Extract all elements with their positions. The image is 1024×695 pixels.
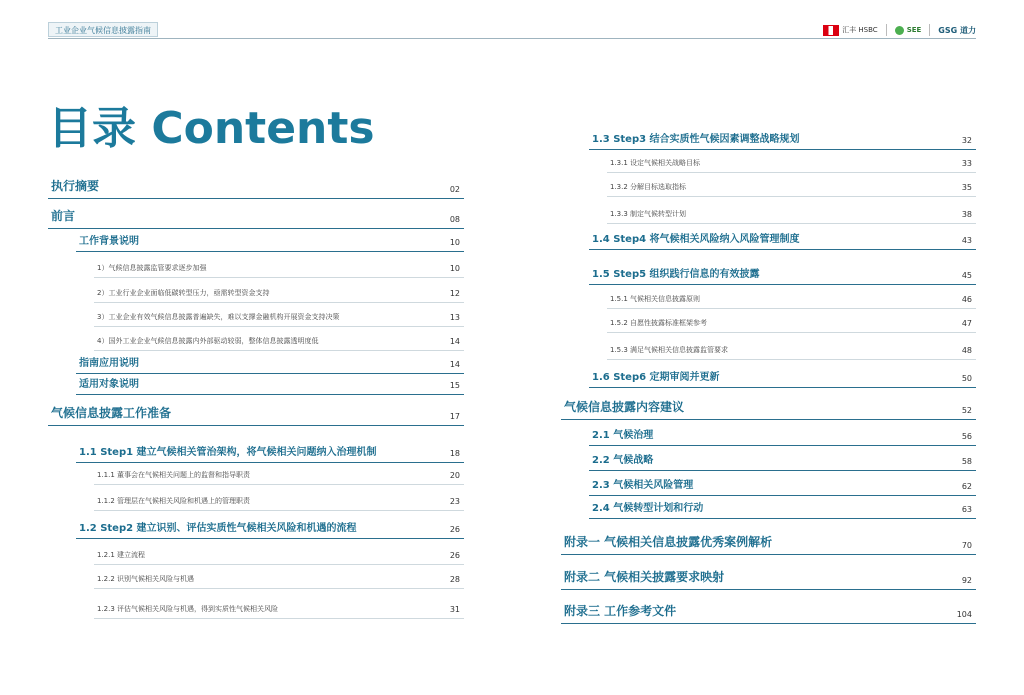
toc-entry[interactable]: [589, 496, 976, 519]
toc-entry[interactable]: [589, 259, 976, 285]
toc-entry[interactable]: [94, 463, 464, 485]
toc-entry-title: 1.5.2 自愿性披露标准框架参考: [610, 319, 708, 327]
toc-entry-title: 1.2.1 建立流程: [97, 551, 146, 559]
toc-entry-title: 1.3 Step3 结合实质性气候因素调整战略规划: [592, 134, 800, 145]
toc-entry-page: 08: [449, 215, 460, 224]
toc-entry[interactable]: [607, 287, 976, 309]
toc-entry[interactable]: [48, 400, 464, 426]
toc-entry-title: 附录二 气候相关披露要求映射: [564, 570, 725, 584]
toc-entry-title: 1.1 Step1 建立气候相关管治架构，将气候相关问题纳入治理机制: [79, 447, 377, 458]
toc-entry-page: 26: [449, 551, 460, 560]
toc-entry-page: 48: [961, 346, 972, 355]
toc-entry-page: 47: [961, 319, 972, 328]
toc-entry-title: 1.3.1 设定气候相关战略目标: [610, 159, 701, 167]
toc-entry[interactable]: [607, 311, 976, 333]
toc-entry-page: 56: [961, 432, 972, 441]
toc-entry-page: 62: [961, 482, 972, 491]
toc-entry-title: 1.3.2 分解目标选取指标: [610, 183, 687, 191]
toc-entry-title: 气候信息披露工作准备: [51, 406, 172, 420]
toc-entry-title: 适用对象说明: [79, 379, 139, 390]
toc-entry-title: 1.4 Step4 将气候相关风险纳入风险管理制度: [592, 234, 800, 245]
toc-entry-title: 2.4 气候转型计划和行动: [592, 503, 704, 514]
toc-entry[interactable]: [607, 335, 976, 360]
toc-entry-title: 1.2.2 识别气候相关风险与机遇: [97, 575, 195, 583]
toc-entry[interactable]: [561, 392, 976, 420]
toc-entry[interactable]: [561, 562, 976, 590]
toc-entry-title: 1）气候信息披露监管要求逐步加强: [97, 264, 207, 272]
toc-entry-page: 32: [961, 136, 972, 145]
toc-entry[interactable]: [76, 513, 464, 539]
gsg-logo: GSG 道力: [938, 25, 976, 35]
toc-entry-title: 1.2.3 评估气候相关风险与机遇，得到实质性气候相关风险: [97, 605, 279, 613]
toc-entry[interactable]: [589, 227, 976, 250]
hsbc-logo: 汇丰 HSBC: [823, 25, 878, 36]
toc-entry-title: 指南应用说明: [79, 358, 139, 369]
toc-entry[interactable]: [589, 123, 976, 150]
see-leaf-icon: [895, 26, 904, 35]
toc-entry-title: 1.5 Step5 组织践行信息的有效披露: [592, 269, 760, 280]
toc-entry-page: 17: [449, 412, 460, 421]
toc-entry[interactable]: [561, 594, 976, 624]
toc-entry[interactable]: [589, 449, 976, 471]
toc-entry[interactable]: [94, 256, 464, 278]
toc-entry-title: 2）工业行业企业面临低碳转型压力，亟需转型资金支持: [97, 289, 270, 297]
toc-entry[interactable]: [607, 199, 976, 224]
toc-entry[interactable]: [607, 175, 976, 197]
toc-entry[interactable]: [589, 474, 976, 496]
toc-entry-title: 1.3.3 制定气候转型计划: [610, 210, 687, 218]
toc-entry-title: 2.2 气候战略: [592, 455, 654, 466]
toc-entry-page: 14: [449, 360, 460, 369]
toc-entry-page: 18: [449, 449, 460, 458]
toc-entry[interactable]: [76, 233, 464, 252]
toc-entry[interactable]: [94, 543, 464, 565]
toc-entry-page: 20: [449, 471, 460, 480]
hsbc-hexagon-icon: [823, 25, 839, 36]
toc-entry-title: 执行摘要: [51, 179, 100, 193]
toc-entry-title: 1.5.3 满足气候相关信息披露监管要求: [610, 346, 729, 354]
page-title: 目录 Contents: [48, 103, 375, 154]
toc-entry-page: 92: [961, 576, 972, 585]
toc-entry[interactable]: [589, 424, 976, 446]
toc-entry-title: 4）国外工业企业气候信息披露内外部驱动较弱，整体信息披露透明度低: [97, 337, 319, 345]
toc-entry-title: 工作背景说明: [79, 236, 139, 247]
toc-entry-page: 14: [449, 337, 460, 346]
toc-entry[interactable]: [94, 487, 464, 511]
toc-entry-page: 38: [961, 210, 972, 219]
toc-entry-page: 26: [449, 525, 460, 534]
toc-entry[interactable]: [76, 437, 464, 463]
toc-entry[interactable]: [94, 281, 464, 303]
toc-entry-title: 1.1.1 董事会在气候相关问题上的监督和指导职责: [97, 471, 251, 479]
toc-entry-title: 2.1 气候治理: [592, 430, 654, 441]
toc-entry-page: 15: [449, 381, 460, 390]
toc-entry-page: 58: [961, 457, 972, 466]
toc-entry-title: 1.6 Step6 定期审阅并更新: [592, 372, 720, 383]
toc-entry-title: 3）工业企业有效气候信息披露普遍缺失，难以支撑金融机构开展资金支持决策: [97, 313, 340, 321]
toc-entry-page: 31: [449, 605, 460, 614]
toc-entry-title: 前言: [51, 209, 76, 223]
toc-entry-page: 45: [961, 271, 972, 280]
toc-entry-title: 1.2 Step2 建立识别、评估实质性气候相关风险和机遇的流程: [79, 523, 357, 534]
document-header-tag: 工业企业气候信息披露指南: [48, 22, 158, 37]
toc-entry-page: 50: [961, 374, 972, 383]
toc-entry-page: 43: [961, 236, 972, 245]
toc-entry[interactable]: [94, 305, 464, 327]
toc-entry-page: 63: [961, 505, 972, 514]
toc-entry-title: 1.5.1 气候相关信息披露原则: [610, 295, 701, 303]
toc-entry[interactable]: [94, 593, 464, 619]
toc-entry[interactable]: [589, 364, 976, 388]
toc-entry-title: 附录三 工作参考文件: [564, 604, 677, 618]
toc-entry-title: 2.3 气候相关风险管理: [592, 480, 694, 491]
toc-entry-page: 10: [449, 264, 460, 273]
partner-logos: [823, 22, 976, 38]
toc-entry-page: 33: [961, 159, 972, 168]
toc-entry[interactable]: [94, 567, 464, 589]
toc-entry[interactable]: [561, 525, 976, 555]
toc-entry-title: 气候信息披露内容建议: [564, 400, 685, 414]
toc-entry-page: 10: [449, 238, 460, 247]
toc-entry-page: 104: [956, 610, 972, 619]
see-logo: SEE: [895, 26, 922, 35]
toc-entry-page: 23: [449, 497, 460, 506]
toc-entry-title: 附录一 气候相关信息披露优秀案例解析: [564, 535, 773, 549]
toc-entry-title: 1.1.2 管理层在气候相关风险和机遇上的管理职责: [97, 497, 251, 505]
toc-entry-page: 28: [449, 575, 460, 584]
toc-entry-page: 46: [961, 295, 972, 304]
toc-entry-page: 70: [961, 541, 972, 550]
toc-entry[interactable]: [48, 177, 464, 199]
toc-entry[interactable]: [76, 375, 464, 395]
toc-entry[interactable]: [94, 329, 464, 351]
header-divider: [48, 38, 976, 39]
toc-entry[interactable]: [76, 352, 464, 374]
toc-entry-page: 35: [961, 183, 972, 192]
toc-entry[interactable]: [48, 207, 464, 229]
toc-entry-page: 52: [961, 406, 972, 415]
toc-entry-page: 02: [449, 185, 460, 194]
toc-entry[interactable]: [607, 152, 976, 173]
toc-entry-page: 13: [449, 313, 460, 322]
toc-entry-page: 12: [449, 289, 460, 298]
